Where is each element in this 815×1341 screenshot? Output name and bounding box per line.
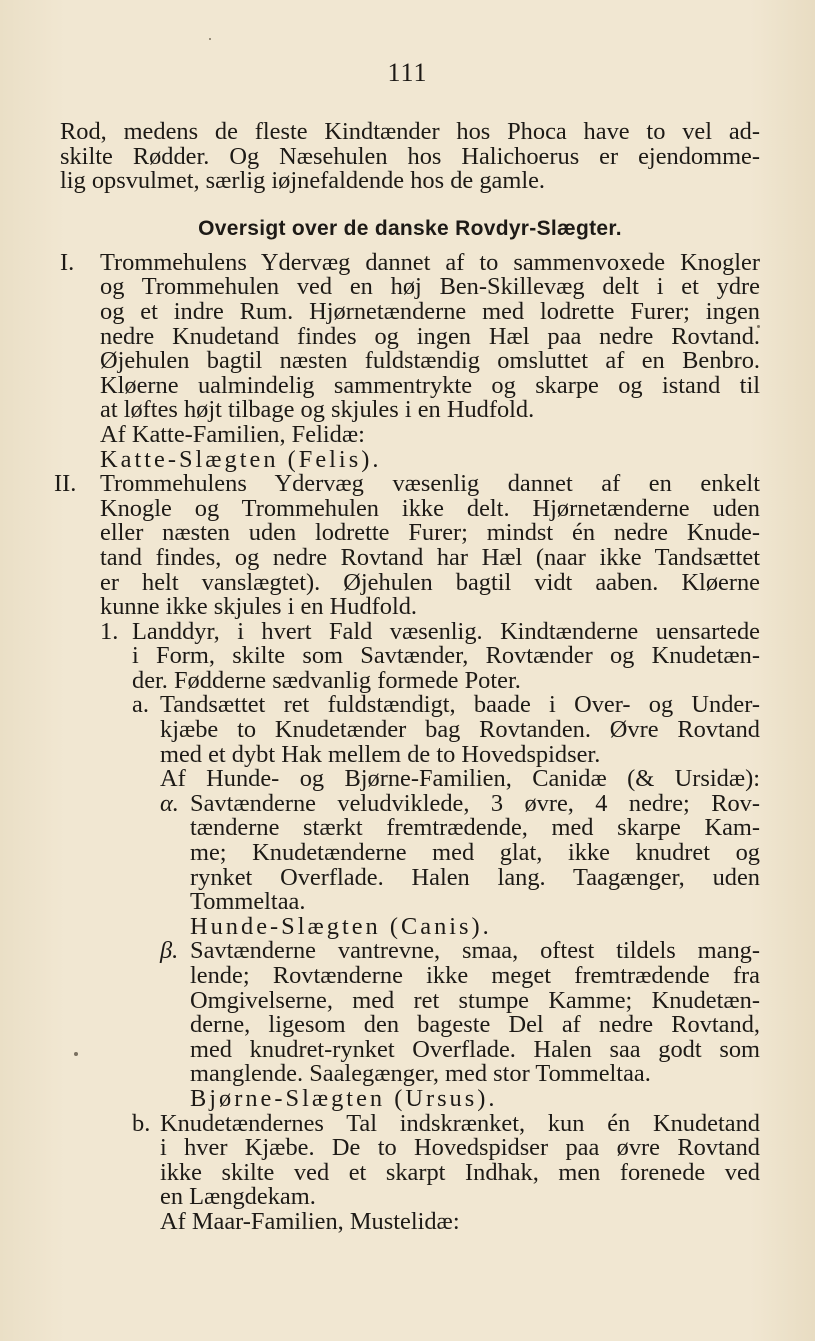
subsection-marker: 1. [100, 617, 119, 645]
text-line: manglende. Saalegænger, med stor Tommeltaa. [190, 1060, 651, 1088]
section-i [60, 248, 760, 473]
text-line: derne, ligesom den bageste Del af nedre Rovtand, [190, 1011, 760, 1039]
text-line: og et indre Rum. Hjørnetænderne med lodrette Furer; ingen [100, 297, 760, 325]
text-line: en Længdekam. [160, 1183, 316, 1211]
text-line: og Trommehulen ved en høj Ben-Skillevæg delt i et ydre [100, 273, 760, 301]
paper-speck [209, 38, 211, 40]
text-line: Kløerne ualmindelig sammentrykte og skarpe og istand til [100, 371, 760, 399]
text-line-wrap [60, 169, 760, 194]
text-line: med knudret-rynket Overflade. Halen saa godt som [190, 1035, 760, 1063]
family-name: Af Katte-Familien, Felidæ: [100, 420, 365, 448]
genus-name: Katte-Slægten (Felis). [100, 445, 382, 473]
text-line: Trommehulens Ydervæg væsenlig dannet af en enkelt [100, 470, 760, 498]
subsection-marker: α. [160, 789, 179, 817]
text-line: Savtænderne veludviklede, 3 øvre, 4 nedre; Rov- [190, 789, 760, 817]
text-line: Landdyr, i hvert Fald væsenlig. Kindtænderne uensartede [132, 617, 760, 645]
section-marker: I. [60, 248, 75, 276]
subsection-1 [60, 617, 760, 694]
body-text [54, 118, 760, 1235]
text-line: skilte Rødder. Og Næsehulen hos Halichoerus er ejendomme- [60, 142, 760, 170]
intro-paragraph [60, 120, 760, 145]
subsection-beta [60, 939, 760, 1111]
subsection-b [60, 1109, 760, 1235]
text-line: i hver Kjæbe. De to Hovedspidser paa øvre Rovtand [160, 1134, 760, 1162]
text-line: lig opsvulmet, særlig iøjnefaldende hos de gamle. [60, 167, 546, 195]
subsection-marker: a. [132, 691, 149, 719]
text-line: kjæbe to Knudetænder bag Rovtanden. Øvre Rovtand [160, 716, 760, 744]
text-line: Omgivelserne, med ret stumpe Kamme; Knudetæn- [190, 986, 760, 1014]
text-line: er helt vanslægtet). Øjehulen bagtil vidt aaben. Kløerne [100, 568, 760, 596]
text-line: der. Fødderne sædvanlig formede Poter. [132, 666, 521, 694]
family-name: Af Hunde- og Bjørne-Familien, Canidæ (& Ursidæ): [160, 765, 760, 793]
text-line: i Form, skilte som Savtænder, Rovtænder og Knudetæn- [132, 642, 760, 670]
subsection-marker: b. [132, 1109, 151, 1137]
subsection-a [60, 693, 760, 791]
section-ii [54, 470, 760, 621]
text-line: Knudetændernes Tal indskrænket, kun én Knudetand [160, 1109, 760, 1137]
text-line: kunne ikke skjules i en Hudfold. [100, 593, 418, 621]
text-line: Rod, medens de fleste Kindtænder hos Phoca have to vel ad- [60, 118, 760, 145]
text-line: Tandsættet ret fuldstændigt, baade i Over- og Under- [160, 691, 760, 719]
text-line: Øjehulen bagtil næsten fuldstændig omsluttet af en Benbro. [100, 347, 760, 375]
text-line: ikke skilte ved et skarpt Indhak, men forenede ved [160, 1158, 760, 1186]
text-line: lende; Rovtænderne ikke meget fremtrædende fra [190, 962, 760, 989]
text-line: me; Knudetænderne med glat, ikke knudret og [190, 839, 760, 867]
genus-name: Hunde-Slægten (Canis). [190, 912, 492, 940]
text-line: Knogle og Trommehulen ikke delt. Hjørnetænderne uden [100, 494, 760, 522]
page-number: 111 [387, 58, 428, 87]
text-line: tænderne stærkt fremtrædende, med skarpe Kam- [190, 814, 760, 842]
text-line: Trommehulens Ydervæg dannet af to sammenvoxede Knogler [100, 248, 760, 276]
subsection-marker: β. [160, 937, 179, 965]
text-line: at løftes højt tilbage og skjules i en Hudfold. [100, 396, 535, 424]
text-line: rynket Overflade. Halen lang. Taagænger, uden [190, 863, 760, 891]
text-line: eller næsten uden lodrette Furer; mindst én nedre Knude- [100, 519, 760, 547]
section-heading: Oversigt over de danske Rovdyr-Slægter. [198, 216, 622, 240]
text-line: med et dybt Hak mellem de to Hovedspidser. [160, 740, 601, 768]
genus-name: Bjørne-Slægten (Ursus). [190, 1084, 498, 1112]
text-line: nedre Knudetand findes og ingen Hæl paa nedre Rovtand. [100, 322, 760, 350]
text-line: Tommeltaa. [190, 888, 306, 916]
family-name: Af Maar-Familien, Mustelidæ: [160, 1207, 460, 1235]
text-line-wrap [60, 142, 760, 170]
section-marker: II. [54, 470, 77, 498]
subsection-alpha [60, 789, 760, 940]
text-line: tand findes, og nedre Rovtand har Hæl (naar ikke Tandsættet [100, 543, 760, 571]
text-line: Savtænderne vantrevne, smaa, oftest tildels mang- [190, 937, 760, 965]
